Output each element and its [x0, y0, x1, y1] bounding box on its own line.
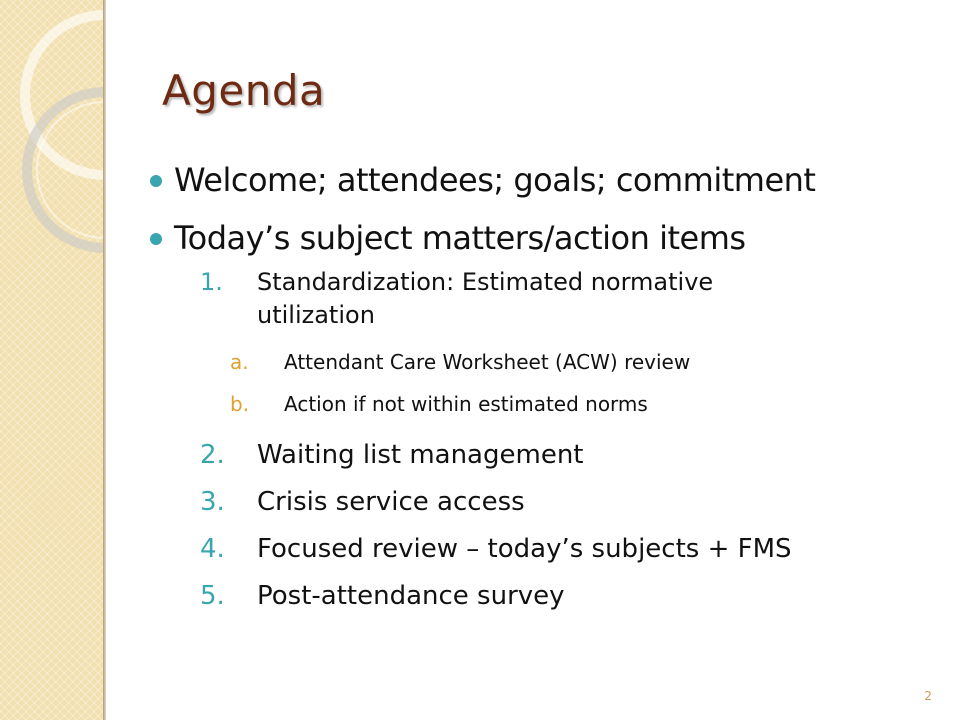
- item-text-line: Standardization: Estimated normative: [257, 268, 714, 296]
- sub-item-letter: b.: [230, 392, 250, 416]
- slide-content: [150, 160, 930, 626]
- bullet-item: [150, 218, 930, 258]
- item-text-line: utilization: [257, 301, 375, 329]
- bullet-dot-icon: [150, 175, 162, 187]
- item-text: Focused review – today’s subjects + FMS: [257, 534, 792, 564]
- bullet-text: Welcome; attendees; goals; commitment: [174, 161, 816, 199]
- item-text: Crisis service access: [257, 487, 525, 517]
- numbered-item: [150, 438, 930, 472]
- item-number: 5.: [200, 581, 225, 611]
- item-number: 1.: [200, 268, 223, 296]
- numbered-item: [150, 579, 930, 613]
- sub-item: [150, 390, 930, 418]
- sub-item-letter: a.: [230, 350, 249, 374]
- bullet-text: Today’s subject matters/action items: [174, 219, 746, 257]
- sub-item-text: Attendant Care Worksheet (ACW) review: [284, 350, 691, 374]
- numbered-item: [150, 532, 930, 566]
- item-number: 2.: [200, 440, 225, 470]
- page-number: 2: [924, 689, 932, 703]
- sub-item: [150, 348, 930, 376]
- decorative-sidebar: [0, 0, 103, 720]
- item-text: Waiting list management: [257, 440, 584, 470]
- bullet-item: [150, 160, 930, 200]
- numbered-item: [150, 266, 930, 332]
- sub-item-text: Action if not within estimated norms: [284, 392, 648, 416]
- item-text: Post-attendance survey: [257, 581, 565, 611]
- bullet-dot-icon: [150, 233, 162, 245]
- slide-title: Agenda: [162, 66, 326, 115]
- decorative-circles: [0, 0, 103, 720]
- item-number: 4.: [200, 534, 225, 564]
- item-number: 3.: [200, 487, 225, 517]
- numbered-item: [150, 485, 930, 519]
- sidebar-divider: [103, 0, 106, 720]
